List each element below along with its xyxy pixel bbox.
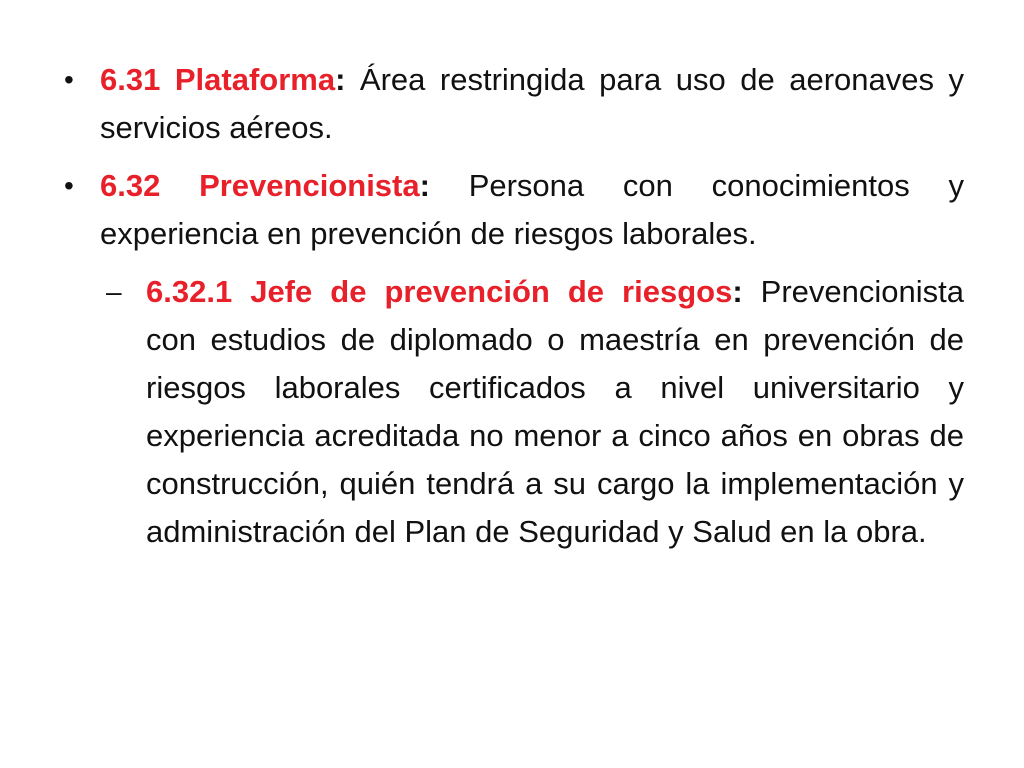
dash-bullet-icon: – [106, 276, 122, 307]
definition-text: Área restringida para uso de aeronaves y servicios aéreos. [100, 62, 964, 145]
definition-item-prevencionista [60, 162, 964, 258]
bullet-icon: • [64, 170, 74, 201]
definition-text: Prevencionista con estudios de diplomado o maestría en prevención de riesgos laborales certificados a nivel universitario y experiencia acreditada no menor a cinco años en obras de construcción, quién tendrá a su cargo la implementación y administración del Plan de Seguridad y Salud en la obra. [146, 274, 964, 549]
definition-term: 6.32.1 Jefe de prevención de riesgos [146, 274, 733, 309]
slide-content [60, 56, 964, 566]
definition-text: Persona con conocimientos y experiencia en prevención de riesgos laborales. [100, 168, 964, 251]
term-colon: : [335, 62, 346, 97]
term-colon: : [419, 168, 430, 203]
definition-subitem-jefe-prevencion [60, 268, 964, 556]
bullet-icon: • [64, 64, 74, 95]
definition-item-plataforma [60, 56, 964, 152]
term-colon: : [732, 274, 743, 309]
definition-term: 6.32 Prevencionista [100, 168, 420, 203]
definition-term: 6.31 Plataforma [100, 62, 336, 97]
